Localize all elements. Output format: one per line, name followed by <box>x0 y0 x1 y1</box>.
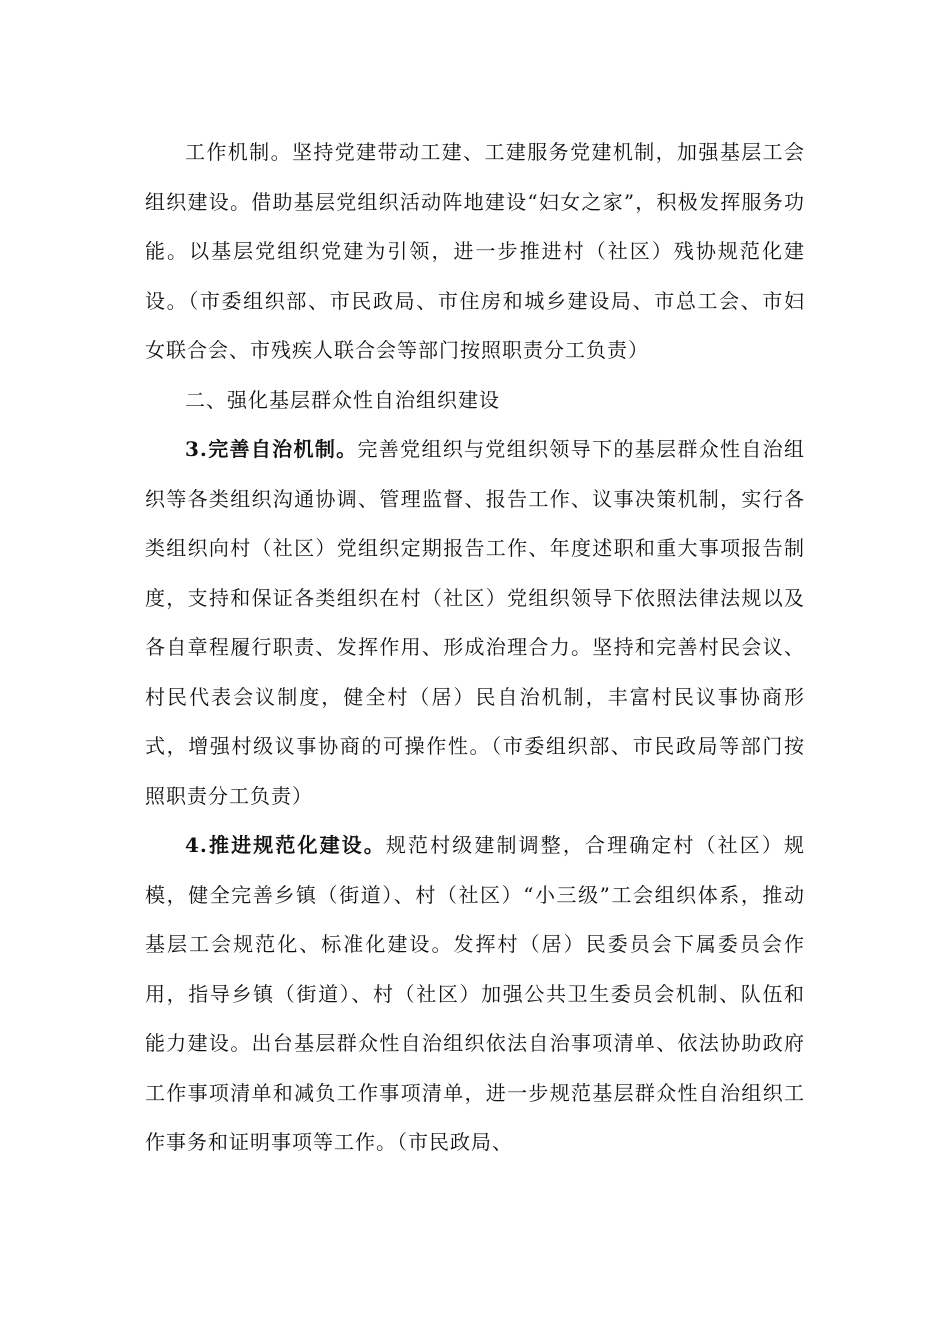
paragraph-lead: 3.完善自治机制。 <box>185 437 358 461</box>
paragraph-autonomy-mechanism <box>145 425 805 821</box>
document-page <box>145 128 805 1168</box>
paragraph-text: 完善党组织与党组织领导下的基层群众性自治组织等各类组织沟通协调、管理监督、报告工作、议事决策机制，实行各类组织向村（社区）党组织定期报告工作、年度述职和重大事项报告制度，支持和保证各类组织在村（社区）党组织领导下依照法律法规以及各自章程履行职责、发挥作用、形成治理合力。坚持和完善村民会议、村民代表会议制度，健全村（居）民自治机制，丰富村民议事协商形式，增强村级议事协商的可操作性。（市委组织部、市民政局等部门按照职责分工负责） <box>145 437 805 808</box>
paragraph-text: 规范村级建制调整，合理确定村（社区）规模，健全完善乡镇（街道）、村（社区）“小三级”工会组织体系，推动基层工会规范化、标准化建设。发挥村（居）民委员会下属委员会作用，指导乡镇（街道）、村（社区）加强公共卫生委员会机制、队伍和能力建设。出台基层群众性自治组织依法自治事项清单、依法协助政府工作事项清单和减负工作事项清单，进一步规范基层群众性自治组织工作事务和证明事项等工作。（市民政局、 <box>145 833 805 1154</box>
paragraph-standardization <box>145 821 805 1168</box>
paragraph-lead: 4.推进规范化建设。 <box>185 833 386 857</box>
paragraph-work-mechanism <box>145 128 805 376</box>
paragraph-text: 工作机制。坚持党建带动工建、工建服务党建机制，加强基层工会组织建设。借助基层党组织活动阵地建设“妇女之家”，积极发挥服务功能。以基层党组织党建为引领，进一步推进村（社区）残协规范化建设。（市委组织部、市民政局、市住房和城乡建设局、市总工会、市妇女联合会、市残疾人联合会等部门按照职责分工负责） <box>145 140 805 362</box>
section-heading-text: 二、强化基层群众性自治组织建设 <box>185 387 500 412</box>
section-heading <box>145 376 805 426</box>
